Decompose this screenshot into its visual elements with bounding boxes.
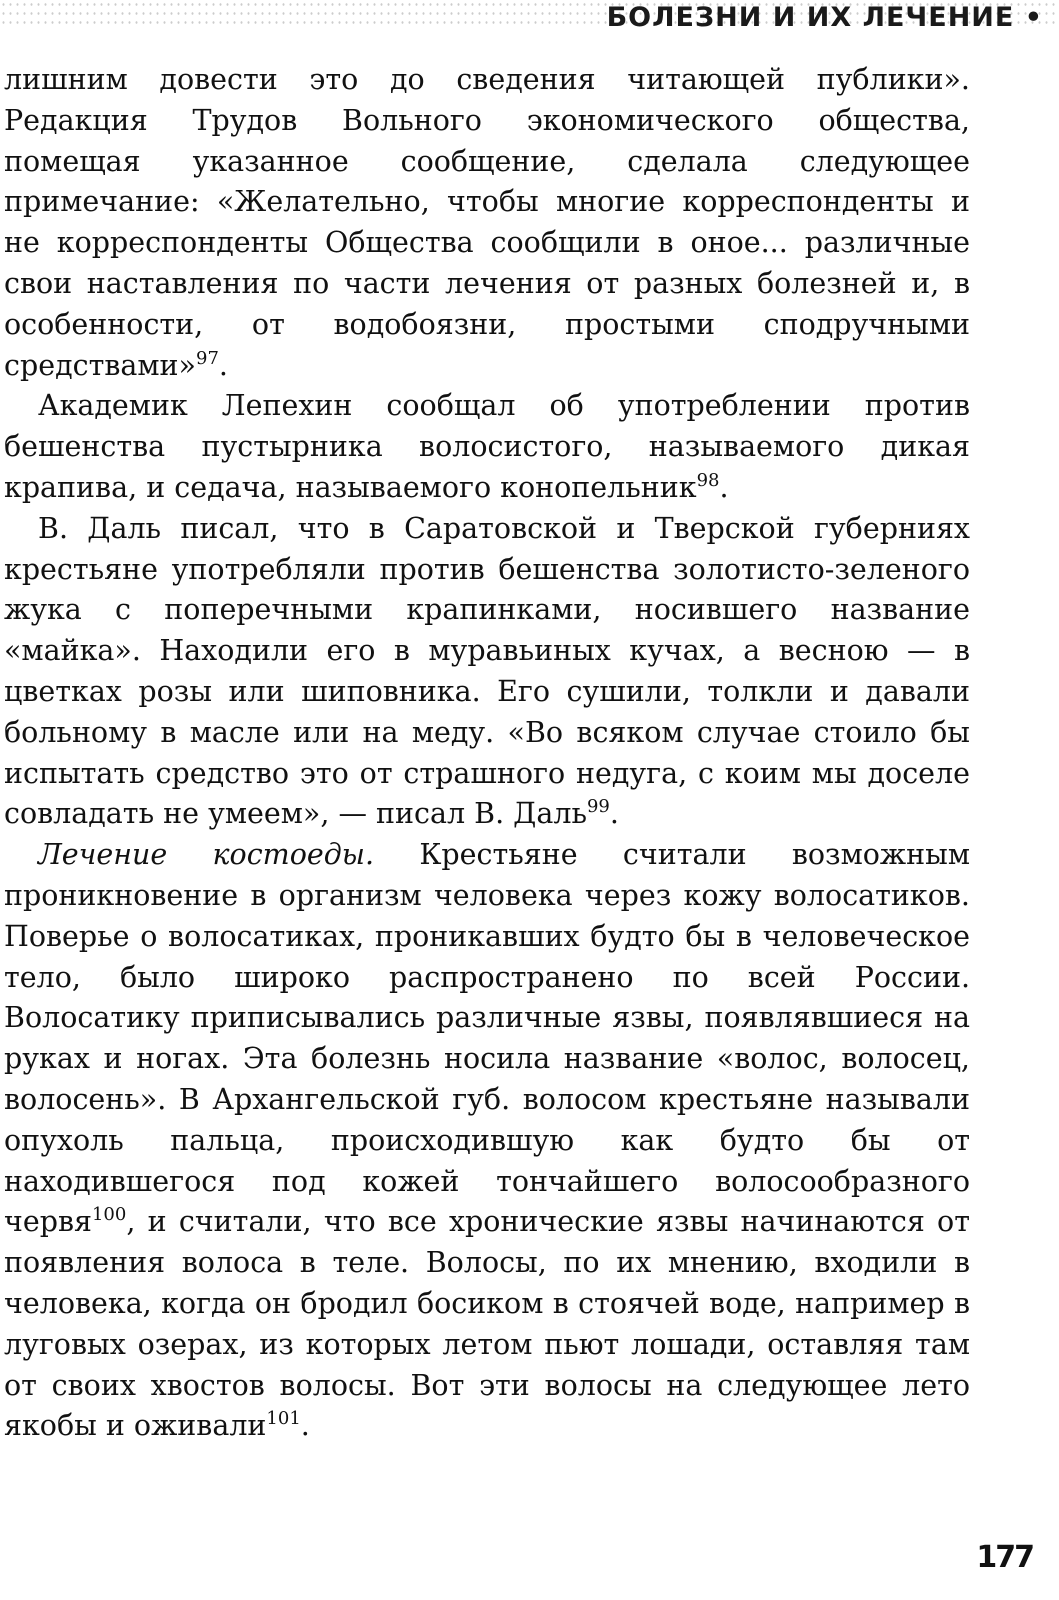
- paragraph-end: .: [218, 348, 228, 382]
- footnote-ref: 99: [586, 796, 610, 818]
- paragraph: [4, 60, 970, 386]
- body-text: [4, 60, 970, 1447]
- footnote-ref: 101: [266, 1408, 301, 1430]
- section-lead: Лечение костоеды.: [38, 838, 375, 872]
- footnote-ref: 98: [696, 469, 720, 491]
- paragraph: [4, 835, 970, 1447]
- running-header: БОЛЕЗНИ И ИХ ЛЕЧЕНИЕ •: [606, 2, 1043, 33]
- paragraph: [4, 386, 970, 508]
- paragraph-text: Крестьяне считали возможным проникновение в организм человека через кожу волосатиков. Поверье о волосатиках, проникавших будто бы в человеческое тело, было широко распространено по всей России. Волосатику приписывались различные язвы, появлявшиеся на руках и ногах. Эта болезнь носила название «волос, волосец, волосень». В Архангельской губ. волосом крестьяне называли опухоль пальца, происходившую как будто бы от находившегося под кожей тончайшего волосообразного червя: [4, 838, 970, 1239]
- paragraph: [4, 509, 970, 835]
- page-number: 177: [976, 1540, 1033, 1575]
- paragraph-text: , и считали, что все хронические язвы начинаются от появления волоса в теле. Волосы, по их мнению, входили в человека, когда он бродил босиком в стоячей воде, например в луговых озерах, из которых летом пьют лошади, оставляя там от своих хвостов волосы. Вот эти волосы на следующее лето якобы и оживали: [4, 1205, 970, 1443]
- paragraph-text: В. Даль писал, что в Саратовской и Тверской губерниях крестьяне употребляли против бешенства золотисто-зеленого жука с поперечными крапинками, носившего название «майка». Находили его в муравьиных кучах, а весною — в цветках розы или шиповника. Его сушили, толкли и давали больному в масле или на меду. «Во всяком случае стоило бы испытать средство это от страшного недуга, с коим мы доселе совладать не умеем», — писал В. Даль: [4, 511, 970, 831]
- paragraph-text: лишним довести это до сведения читающей публики». Редакция Трудов Вольного экономического общества, помещая указанное сообщение, сделала следующее примечание: «Желательно, чтобы многие корреспонденты и не корреспонденты Общества сообщили в оное... различные свои наставления по части лечения от разных болезней и, в особенности, от водобоязни, простыми сподручными средствами»: [4, 63, 970, 382]
- paragraph-end: .: [609, 797, 619, 831]
- footnote-ref: 97: [196, 347, 219, 369]
- paragraph-text: Академик Лепехин сообщал об употреблении против бешенства пустырника волосистого, называемого дикая крапива, и седача, называемого конопельник: [4, 389, 970, 504]
- paragraph-end: .: [719, 470, 729, 504]
- paragraph-end: .: [300, 1409, 310, 1443]
- footnote-ref: 100: [91, 1204, 127, 1226]
